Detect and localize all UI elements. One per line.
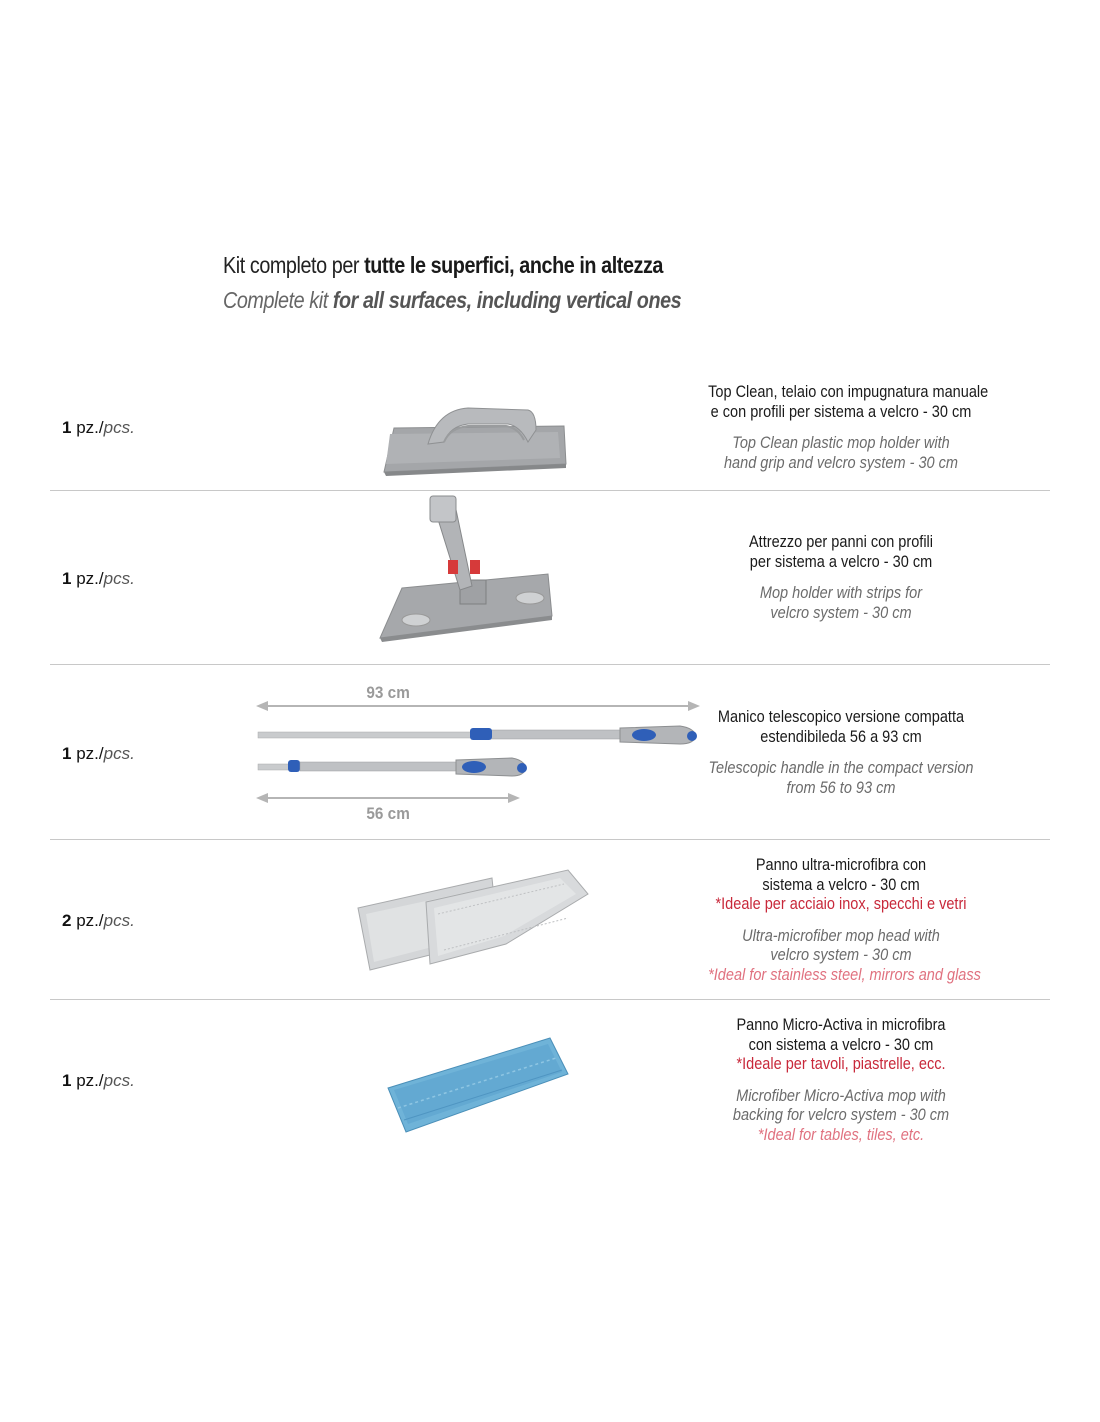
item-1-text-it-2: e con profili per sistema a velcro - 30 cm — [710, 402, 972, 421]
item-3-description — [690, 708, 992, 798]
item-4-text-it-2: sistema a velcro - 30 cm — [762, 875, 920, 894]
item-3-text-en-2: from 56 to 93 cm — [786, 778, 896, 797]
item-4-quantity: 2 pz./pcs. — [62, 911, 135, 930]
item-2-text-it-1: Attrezzo per panni con profili — [748, 533, 934, 551]
item-3-text-en-1: Telescopic handle in the compact version — [708, 759, 974, 777]
length-label-long: 93 cm — [366, 683, 410, 702]
item-5-text-it-1: Panno Micro-Activa in microfibra — [736, 1016, 946, 1034]
item-2-text-en-2: velcro system - 30 cm — [770, 603, 912, 622]
item-2-text-en-1: Mop holder with strips for — [759, 584, 923, 602]
top-clean-holder-image — [378, 404, 570, 476]
item-1-quantity: 1 pz./pcs. — [62, 418, 135, 437]
ultra-microfiber-mop-image — [354, 866, 590, 974]
item-1-text-en-2: hand grip and velcro system - 30 cm — [723, 453, 959, 472]
item-3-text-it-1: Manico telescopico versione compatta — [717, 708, 965, 726]
item-4-text-en-1: Ultra-microfiber mop head with — [742, 926, 940, 945]
item-5-text-en-1: Microfiber Micro-Activa mop with — [736, 1086, 946, 1105]
item-5-description — [690, 1016, 992, 1145]
item-5-note-it: *Ideale per tavoli, piastrelle, ecc. — [736, 1055, 946, 1073]
item-5-text-it-2: con sistema a velcro - 30 cm — [748, 1035, 934, 1054]
item-2-quantity: 1 pz./pcs. — [62, 569, 135, 588]
item-5-note-en: *Ideal for tables, tiles, etc. — [757, 1125, 925, 1144]
item-4-text-en-2: velcro system - 30 cm — [770, 946, 912, 964]
item-1-description — [690, 383, 992, 473]
length-label-short: 56 cm — [366, 804, 410, 823]
item-3-text-it-2: estendibileda 56 a 93 cm — [760, 727, 922, 746]
item-1-text-en-1: Top Clean plastic mop holder with — [732, 434, 950, 452]
item-2-description — [690, 533, 992, 623]
mop-holder-image — [372, 494, 554, 644]
item-4-description — [690, 856, 992, 985]
page-header — [223, 252, 756, 314]
item-5-quantity: 1 pz./pcs. — [62, 1071, 135, 1090]
row-divider — [50, 999, 1050, 1000]
item-5-text-en-2: backing for velcro system - 30 cm — [732, 1106, 950, 1124]
item-1-text-it-1: Top Clean, telaio con impugnatura manuale — [708, 383, 989, 401]
row-divider — [50, 664, 1050, 665]
telescopic-handle-image — [252, 698, 704, 806]
item-2-text-it-2: per sistema a velcro - 30 cm — [749, 552, 933, 571]
header-title-italian: Kit completo per tutte le superfici, anche in altezza — [223, 252, 664, 278]
item-4-text-it-1: Panno ultra-microfibra con — [755, 856, 927, 874]
row-divider — [50, 839, 1050, 840]
row-divider — [50, 490, 1050, 491]
item-4-note-it: *Ideale per acciaio inox, specchi e vetri — [715, 895, 967, 913]
header-title-english: Complete kit for all surfaces, including vertical ones — [223, 287, 682, 313]
item-4-note-en: *Ideal for stainless steel, mirrors and glass — [708, 965, 981, 984]
micro-activa-mop-image — [384, 1030, 570, 1134]
item-3-quantity: 1 pz./pcs. — [62, 744, 135, 763]
